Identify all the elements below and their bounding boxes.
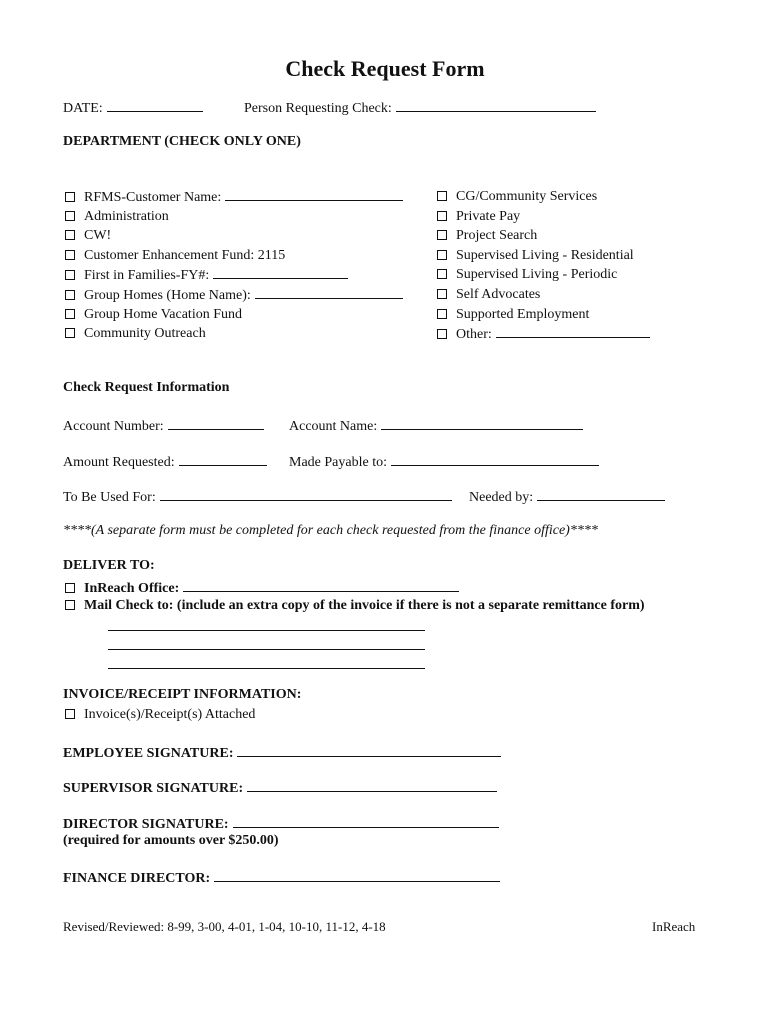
dept-option-enhancement-fund[interactable]: Customer Enhancement Fund: 2115: [65, 246, 403, 266]
checkbox[interactable]: [437, 309, 447, 319]
mail-address-line-2[interactable]: [108, 649, 425, 650]
dept-option-cw[interactable]: CW!: [65, 226, 403, 246]
deliver-mail-option[interactable]: Mail Check to: (include an extra copy of the invoice if there is not a separate remittance form): [65, 598, 645, 614]
dept-option-sl-residential[interactable]: Supervised Living - Residential: [437, 246, 650, 266]
date-field: [63, 98, 203, 117]
dept-option-community-outreach[interactable]: Community Outreach: [65, 324, 403, 344]
dept-option-self-advocates[interactable]: Self Advocates: [437, 285, 650, 305]
dept-option-other[interactable]: Other:: [437, 324, 650, 344]
checkbox[interactable]: [437, 250, 447, 260]
account-number-field: Account Number:: [63, 416, 264, 435]
date-label: DATE:: [63, 101, 103, 116]
checkbox[interactable]: [65, 309, 75, 319]
employee-signature-field: EMPLOYEE SIGNATURE:: [63, 743, 501, 762]
department-left-list: [65, 187, 403, 344]
rfms-name-line[interactable]: [225, 187, 403, 201]
supervisor-signature-line[interactable]: [247, 778, 497, 792]
checkbox[interactable]: [65, 270, 75, 280]
payable-line[interactable]: [391, 452, 599, 466]
account-name-line[interactable]: [381, 416, 583, 430]
director-signature-line[interactable]: [233, 814, 499, 828]
amount-line[interactable]: [179, 452, 267, 466]
finance-director-field: FINANCE DIRECTOR:: [63, 868, 500, 887]
checkbox[interactable]: [437, 230, 447, 240]
dept-option-project-search[interactable]: Project Search: [437, 226, 650, 246]
needed-by-field: Needed by:: [469, 487, 665, 506]
account-name-field: Account Name:: [289, 416, 583, 435]
dept-option-private-pay[interactable]: Private Pay: [437, 207, 650, 227]
checkbox[interactable]: [65, 328, 75, 338]
amount-requested-field: Amount Requested:: [63, 452, 267, 471]
made-payable-field: Made Payable to:: [289, 452, 599, 471]
organization-name: InReach: [652, 919, 696, 934]
dept-option-group-homes[interactable]: Group Homes (Home Name):: [65, 285, 403, 305]
needed-by-line[interactable]: [537, 487, 665, 501]
dept-option-vacation-fund[interactable]: Group Home Vacation Fund: [65, 305, 403, 325]
requester-label: Person Requesting Check:: [244, 101, 392, 116]
revision-history: Revised/Reviewed: 8-99, 3-00, 4-01, 1-04, 10-10, 11-12, 4-18: [63, 919, 386, 934]
checkbox[interactable]: [437, 269, 447, 279]
inreach-office-line[interactable]: [183, 578, 459, 592]
checkbox[interactable]: [65, 290, 75, 300]
dept-option-supported-employment[interactable]: Supported Employment: [437, 305, 650, 325]
department-heading: DEPARTMENT (CHECK ONLY ONE): [63, 134, 301, 149]
checkbox[interactable]: [437, 329, 447, 339]
date-input-line[interactable]: [107, 98, 203, 112]
dept-option-first-in-families[interactable]: First in Families-FY#:: [65, 265, 403, 285]
check-info-heading: Check Request Information: [63, 380, 230, 395]
home-name-line[interactable]: [255, 285, 403, 299]
director-signature-note: (required for amounts over $250.00): [63, 833, 279, 848]
requester-field: [244, 98, 596, 117]
invoice-heading: INVOICE/RECEIPT INFORMATION:: [63, 687, 302, 702]
department-right-list: [437, 187, 650, 344]
finance-director-line[interactable]: [214, 868, 500, 882]
supervisor-signature-field: SUPERVISOR SIGNATURE:: [63, 778, 497, 797]
requester-input-line[interactable]: [396, 98, 596, 112]
employee-signature-line[interactable]: [237, 743, 501, 757]
used-for-line[interactable]: [160, 487, 452, 501]
checkbox[interactable]: [437, 289, 447, 299]
separate-form-note: ****(A separate form must be completed for each check requested from the finance office)****: [63, 523, 598, 538]
deliver-heading: DELIVER TO:: [63, 558, 155, 573]
used-for-field: To Be Used For:: [63, 487, 452, 506]
dept-option-sl-periodic[interactable]: Supervised Living - Periodic: [437, 265, 650, 285]
checkbox[interactable]: [437, 191, 447, 201]
checkbox[interactable]: [65, 600, 75, 610]
mail-address-line-1[interactable]: [108, 630, 425, 631]
dept-option-rfms[interactable]: RFMS-Customer Name:: [65, 187, 403, 207]
dept-option-cg-community[interactable]: CG/Community Services: [437, 187, 650, 207]
checkbox[interactable]: [65, 250, 75, 260]
page-title: Check Request Form: [285, 56, 485, 81]
account-number-line[interactable]: [168, 416, 264, 430]
fy-line[interactable]: [213, 265, 348, 279]
checkbox[interactable]: [65, 211, 75, 221]
checkbox[interactable]: [65, 583, 75, 593]
checkbox[interactable]: [65, 192, 75, 202]
director-signature-field: DIRECTOR SIGNATURE:: [63, 814, 499, 833]
checkbox[interactable]: [65, 709, 75, 719]
dept-option-administration[interactable]: Administration: [65, 207, 403, 227]
other-line[interactable]: [496, 324, 650, 338]
checkbox[interactable]: [65, 230, 75, 240]
checkbox[interactable]: [437, 211, 447, 221]
deliver-inreach-option[interactable]: InReach Office:: [65, 578, 459, 597]
invoice-attached-option[interactable]: Invoice(s)/Receipt(s) Attached: [65, 707, 255, 723]
mail-address-line-3[interactable]: [108, 668, 425, 669]
